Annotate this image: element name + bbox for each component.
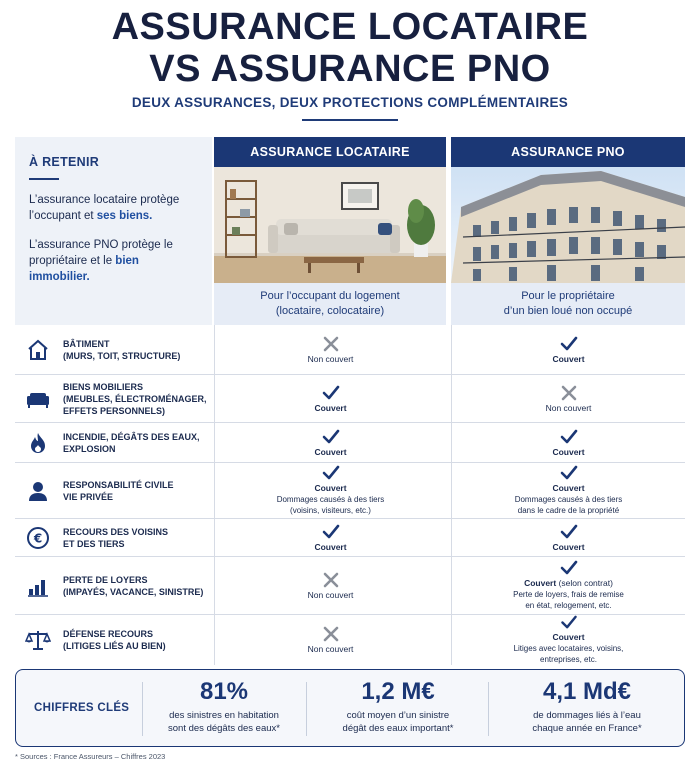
cell-status: Non couvert	[307, 644, 354, 654]
cell-status: Non couvert	[307, 353, 354, 364]
cell-status: Non couvert	[545, 402, 592, 413]
column-sub-pno-line2: d’un bien loué non occupé	[503, 305, 633, 317]
row-label-cell	[15, 615, 212, 665]
cross-icon	[560, 385, 578, 401]
column-sub-locataire-line1: Pour l’occupant du logement	[260, 290, 400, 302]
living-room-illustration	[214, 167, 446, 283]
cell-pno	[451, 325, 685, 374]
cell-status	[524, 578, 613, 588]
cell-status-main: Couvert	[524, 578, 557, 588]
row-label-line2: (IMPAYÉS, VACANCE, SINISTRE)	[63, 586, 204, 597]
row-label-cell	[15, 463, 212, 518]
row-label-line2: ET DES TIERS	[63, 538, 125, 549]
row-label	[63, 526, 168, 550]
column-sub-locataire	[214, 283, 446, 325]
main-title	[0, 6, 700, 90]
table-row	[15, 519, 685, 557]
row-label-line1: RECOURS DES VOISINS	[63, 526, 169, 537]
cell-status: Couvert	[552, 632, 585, 642]
row-label-line2: EXPLOSION	[63, 443, 116, 454]
column-header-locataire: ASSURANCE LOCATAIRE	[214, 137, 446, 167]
cell-status: Couvert	[552, 541, 585, 552]
person-icon	[25, 478, 51, 504]
stat-divider	[306, 682, 307, 736]
stat-desc-line2: dégât des eaux important*	[342, 723, 454, 734]
row-label	[63, 628, 166, 652]
row-label-cell	[15, 519, 212, 556]
retenir-rule	[29, 178, 59, 180]
row-label-cell	[15, 325, 212, 374]
cell-pno	[451, 615, 685, 665]
cell-locataire	[214, 557, 446, 614]
stat-divider	[142, 682, 143, 736]
retenir-paragraph-2	[29, 237, 198, 285]
check-icon	[560, 429, 578, 445]
cell-status: Couvert	[314, 402, 347, 413]
scales-icon	[25, 627, 51, 653]
subtitle-rule	[302, 119, 398, 121]
stat-desc-line1: de dommages liés à l’eau	[533, 710, 641, 721]
cell-locataire	[214, 325, 446, 374]
cell-pno	[451, 463, 685, 518]
living-room-image	[214, 167, 446, 283]
table-row	[15, 375, 685, 423]
cell-note	[514, 643, 624, 665]
sofa-icon	[25, 386, 51, 412]
row-label-cell	[15, 423, 212, 462]
retenir-p2-highlight: bien immobilier.	[29, 255, 139, 283]
row-label-line1: BÂTIMENT	[63, 338, 110, 349]
cell-note-line1: Litiges avec locataires, voisins,	[513, 644, 624, 653]
cell-locataire	[214, 375, 446, 422]
stat-desc-line2: sont des dégâts des eaux*	[168, 723, 280, 734]
retenir-panel	[15, 137, 212, 325]
cell-pno	[451, 423, 685, 462]
check-icon	[322, 429, 340, 445]
row-label-cell	[15, 557, 212, 614]
cross-icon	[322, 572, 340, 588]
stat-desc-line2: chaque année en France*	[532, 723, 642, 734]
key-figures-label: CHIFFRES CLÉS	[34, 702, 130, 714]
sources-footnote: * Sources : France Assureurs – Chiffres 2023	[15, 752, 166, 761]
cell-locataire	[214, 519, 446, 556]
cell-locataire	[214, 423, 446, 462]
retenir-p2-text: L’assurance PNO protège le propriétaire et le	[29, 239, 173, 267]
table-row	[15, 325, 685, 375]
cell-note-line2: entreprises, etc.	[540, 655, 597, 664]
cell-pno	[451, 519, 685, 556]
title-line-2: VS ASSURANCE PNO	[149, 48, 551, 90]
check-icon	[322, 465, 340, 481]
cell-locataire	[214, 615, 446, 665]
row-label-cell	[15, 375, 212, 422]
stat-desc-line1: coût moyen d’un sinistre	[346, 710, 450, 721]
cross-icon	[322, 336, 340, 352]
row-label-line2: (MEUBLES, ÉLECTROMÉNAGER,	[63, 393, 207, 404]
cell-status-extra: (selon contrat)	[556, 578, 613, 588]
row-label	[63, 381, 207, 417]
retenir-paragraph-1	[29, 192, 198, 224]
row-label	[63, 338, 180, 362]
key-figures-panel	[15, 669, 685, 747]
row-label-line3: EFFETS PERSONNELS)	[63, 405, 166, 416]
cell-note-line2: (voisins, visiteurs, etc.)	[290, 506, 371, 515]
flame-icon	[25, 430, 51, 456]
retenir-p1-text: L’assurance locataire protège l’occupant et	[29, 194, 180, 222]
cell-locataire	[214, 463, 446, 518]
cross-icon	[322, 626, 340, 642]
row-label-line2: VIE PRIVÉE	[63, 491, 114, 502]
cell-status: Couvert	[314, 541, 347, 552]
cell-status: Couvert	[552, 446, 585, 457]
row-label-line1: INCENDIE, DÉGÂTS DES EAUX,	[63, 431, 200, 442]
row-label	[63, 479, 174, 503]
row-label-line1: RESPONSABILITÉ CIVILE	[63, 479, 174, 490]
stat-divider	[488, 682, 489, 736]
building-illustration	[451, 167, 685, 283]
check-icon	[560, 615, 578, 630]
check-icon	[560, 336, 578, 352]
euro-icon	[25, 525, 51, 551]
cell-status: Couvert	[552, 353, 585, 364]
row-label-line1: BIENS MOBILIERS	[63, 381, 144, 392]
comparison-table	[15, 325, 685, 665]
cell-status: Non couvert	[307, 589, 354, 600]
svg-text:€: €	[33, 531, 43, 545]
row-label-line2: (LITIGES LIÉS AU BIEN)	[63, 641, 166, 651]
table-row	[15, 557, 685, 615]
cell-note	[515, 494, 623, 516]
cell-note	[513, 589, 624, 611]
cell-note-line1: Perte de loyers, frais de remise	[513, 590, 624, 599]
title-line-1: ASSURANCE LOCATAIRE	[111, 6, 589, 48]
stat-item	[310, 670, 486, 746]
row-label	[63, 431, 200, 455]
column-header-pno: ASSURANCE PNO	[451, 137, 685, 167]
cell-note-line2: en état, relogement, etc.	[525, 601, 612, 610]
bar-chart-icon	[25, 573, 51, 599]
column-sub-pno	[451, 283, 685, 325]
stat-value: 81%	[199, 678, 249, 705]
cell-note-line2: dans le cadre de la propriété	[517, 506, 620, 515]
cell-pno	[451, 375, 685, 422]
check-icon	[560, 524, 578, 540]
check-icon	[322, 524, 340, 540]
row-label-line1: PERTE DE LOYERS	[63, 574, 148, 585]
column-sub-locataire-line2: (locataire, colocataire)	[275, 305, 385, 317]
table-row	[15, 615, 685, 665]
stat-value: 4,1 Md€	[542, 678, 632, 705]
cell-pno	[451, 557, 685, 614]
stat-item	[492, 670, 682, 746]
stat-item	[146, 670, 302, 746]
retenir-title: À RETENIR	[29, 155, 100, 169]
house-icon	[25, 337, 51, 363]
stat-value: 1,2 M€	[361, 678, 435, 705]
table-row	[15, 463, 685, 519]
check-icon	[560, 465, 578, 481]
table-row	[15, 423, 685, 463]
subtitle: DEUX ASSURANCES, DEUX PROTECTIONS COMPLÉMENTAIRES	[131, 95, 569, 110]
cell-note-line1: Dommages causés à des tiers	[514, 495, 623, 504]
cell-status: Couvert	[314, 446, 347, 457]
check-icon	[560, 560, 578, 576]
building-image	[451, 167, 685, 283]
retenir-p1-highlight: ses biens.	[96, 210, 153, 222]
stat-desc	[492, 709, 682, 735]
cell-note-line1: Dommages causés à des tiers	[276, 495, 385, 504]
check-icon	[322, 385, 340, 401]
stat-desc	[310, 709, 486, 735]
row-label	[63, 574, 203, 598]
column-sub-pno-line1: Pour le propriétaire	[521, 290, 615, 302]
cell-note	[277, 494, 385, 516]
stat-desc	[146, 709, 302, 735]
row-label-line1: DÉFENSE RECOURS	[63, 629, 154, 639]
cell-status: Couvert	[552, 483, 585, 493]
row-label-line2: (MURS, TOIT, STRUCTURE)	[63, 350, 181, 361]
stat-desc-line1: des sinistres en habitation	[169, 710, 279, 721]
cell-status: Couvert	[314, 483, 347, 493]
